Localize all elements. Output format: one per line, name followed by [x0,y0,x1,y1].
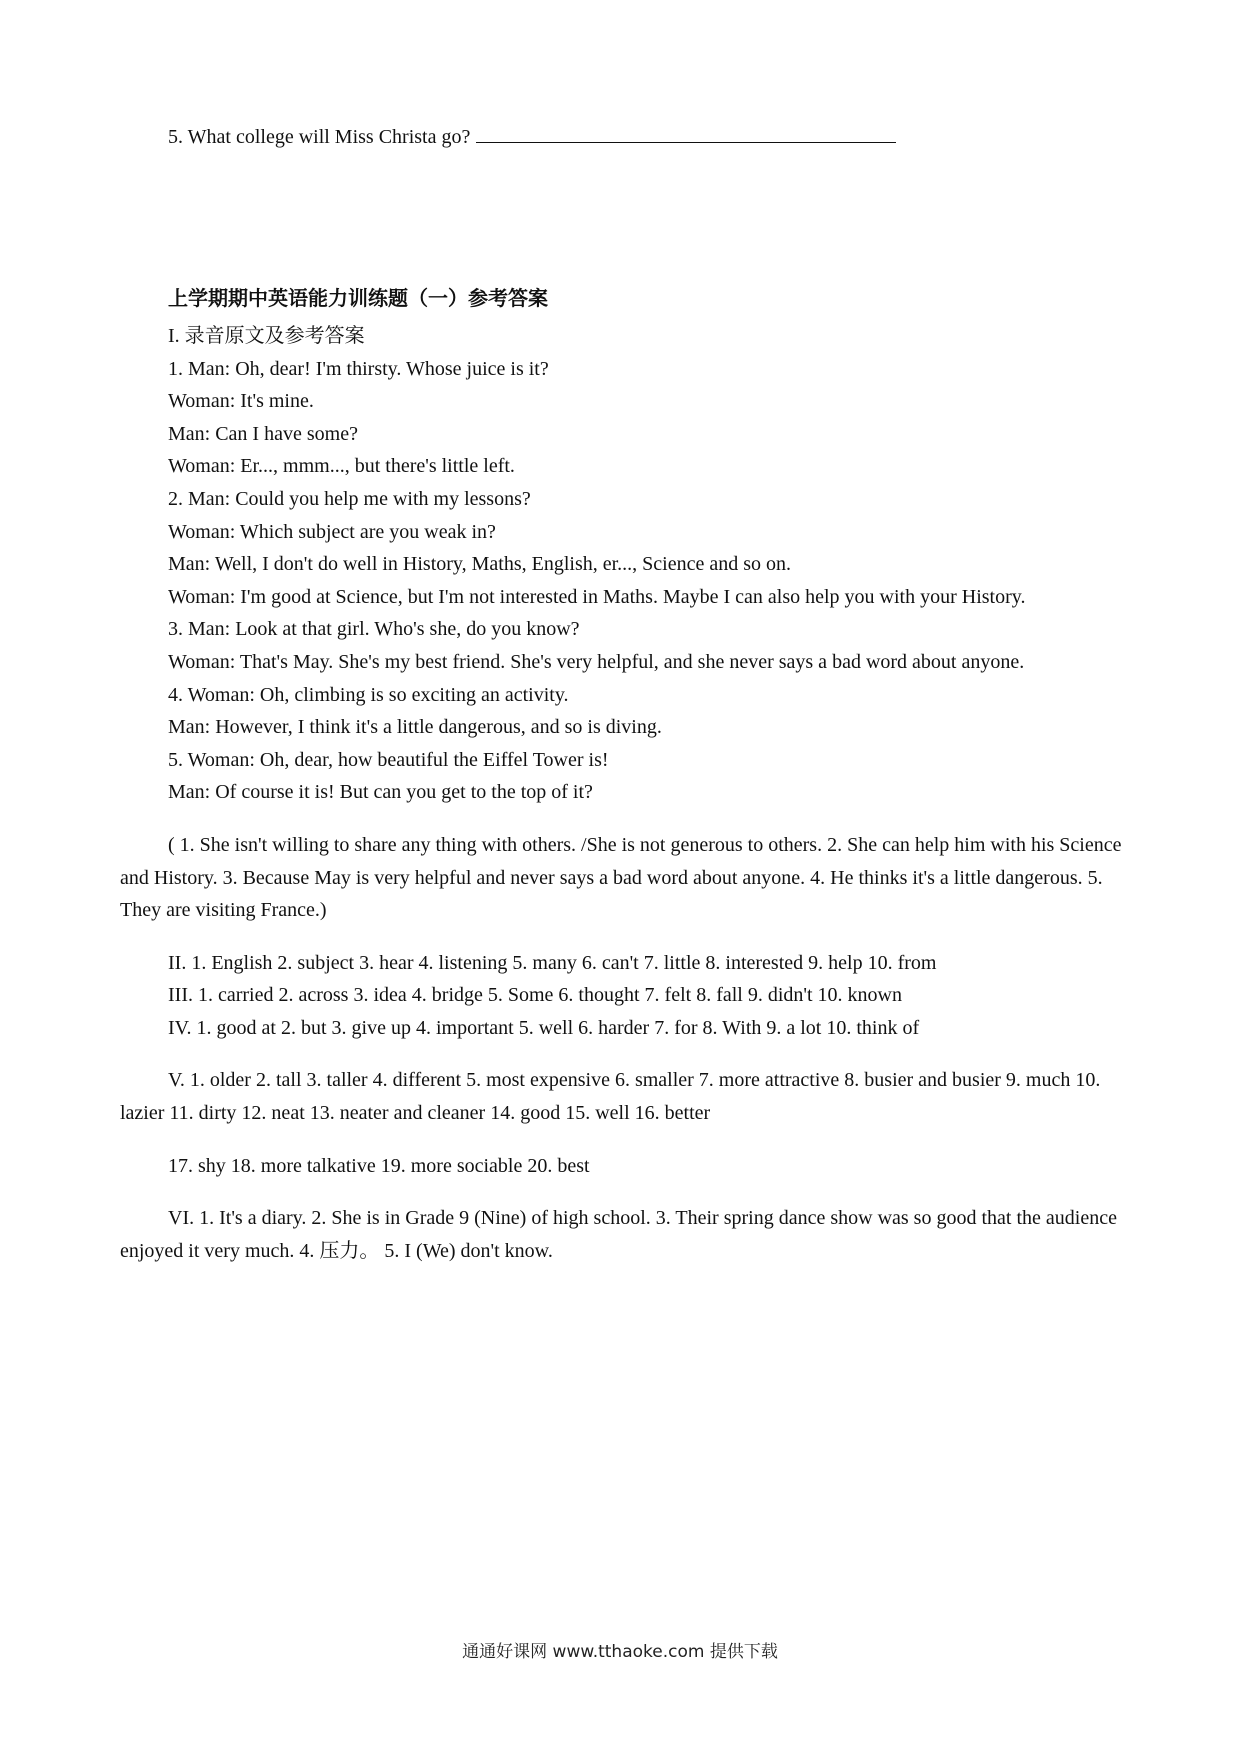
dialogue-line: Man: Well, I don't do well in History, Maths, English, er..., Science and so on. [168,553,792,576]
dialogue-line: Woman: It's mine. [168,390,314,413]
section-five-answers-continued: 17. shy 18. more talkative 19. more sociable 20. best [168,1154,590,1177]
section-three-answers: III. 1. carried 2. across 3. idea 4. bridge 5. Some 6. thought 7. felt 8. fall 9. didn't 10. known [168,984,903,1007]
dialogue-line: Man: Of course it is! But can you get to the top of it? [168,781,593,804]
section-one-title: I. 录音原文及参考答案 [168,325,365,347]
dialogue-line: 3. Man: Look at that girl. Who's she, do you know? [168,618,580,641]
dialogue-line: Woman: Which subject are you weak in? [168,520,496,543]
answer-key-body [120,320,1128,1287]
dialogue-line: Woman: That's May. She's my best friend. She's very helpful, and she never says a bad word about anyone. [168,650,1025,673]
dialogue-line: 2. Man: Could you help me with my lessons? [168,487,531,510]
answer-key-heading: 上学期期中英语能力训练题（一）参考答案 [168,286,548,310]
download-footer: 通通好课网 www.tthaoke.com 提供下载 [462,1642,778,1662]
section-two-answers: II. 1. English 2. subject 3. hear 4. listening 5. many 6. can't 7. little 8. interested 9. help 10. from [168,951,937,974]
section-one-answers: ( 1. She isn't willing to share any thing with others. /She is not generous to others. 2. She can help him with his Science and History. 3. Because May is very helpful and never says a bad word about anyone. 4. He thinks it's a little dangerous. 5. They are visiting France.) [120,833,1122,922]
section-four-answers: IV. 1. good at 2. but 3. give up 4. important 5. well 6. harder 7. for 8. With 9. a lot 10. think of [168,1016,920,1039]
section-five-answers: V. 1. older 2. tall 3. taller 4. different 5. most expensive 6. smaller 7. more attractive 8. busier and busier 9. much 10. lazier 11. dirty 12. neat 13. neater and cleaner 14. good 15. well 16. better [120,1069,1101,1125]
dialogue-line: Man: However, I think it's a little dangerous, and so is diving. [168,716,662,739]
dialogue-line: 1. Man: Oh, dear! I'm thirsty. Whose juice is it? [168,357,549,380]
question-5-text: 5. What college will Miss Christa go? [168,126,471,148]
question-5 [168,124,896,149]
dialogue-line: 4. Woman: Oh, climbing is so exciting an activity. [168,683,569,706]
dialogue-line: Woman: Er..., mmm..., but there's little left. [168,455,515,478]
dialogue-line: Man: Can I have some? [168,422,358,445]
section-six-answers: VI. 1. It's a diary. 2. She is in Grade 9 (Nine) of high school. 3. Their spring dance show was so good that the audience enjoyed it very much. 4. 压力。 5. I (We) don't know. [120,1207,1117,1262]
answer-blank [476,124,896,143]
dialogue-line: 5. Woman: Oh, dear, how beautiful the Eiffel Tower is! [168,748,609,771]
dialogue-line: Woman: I'm good at Science, but I'm not interested in Maths. Maybe I can also help you with your History. [168,585,1026,608]
